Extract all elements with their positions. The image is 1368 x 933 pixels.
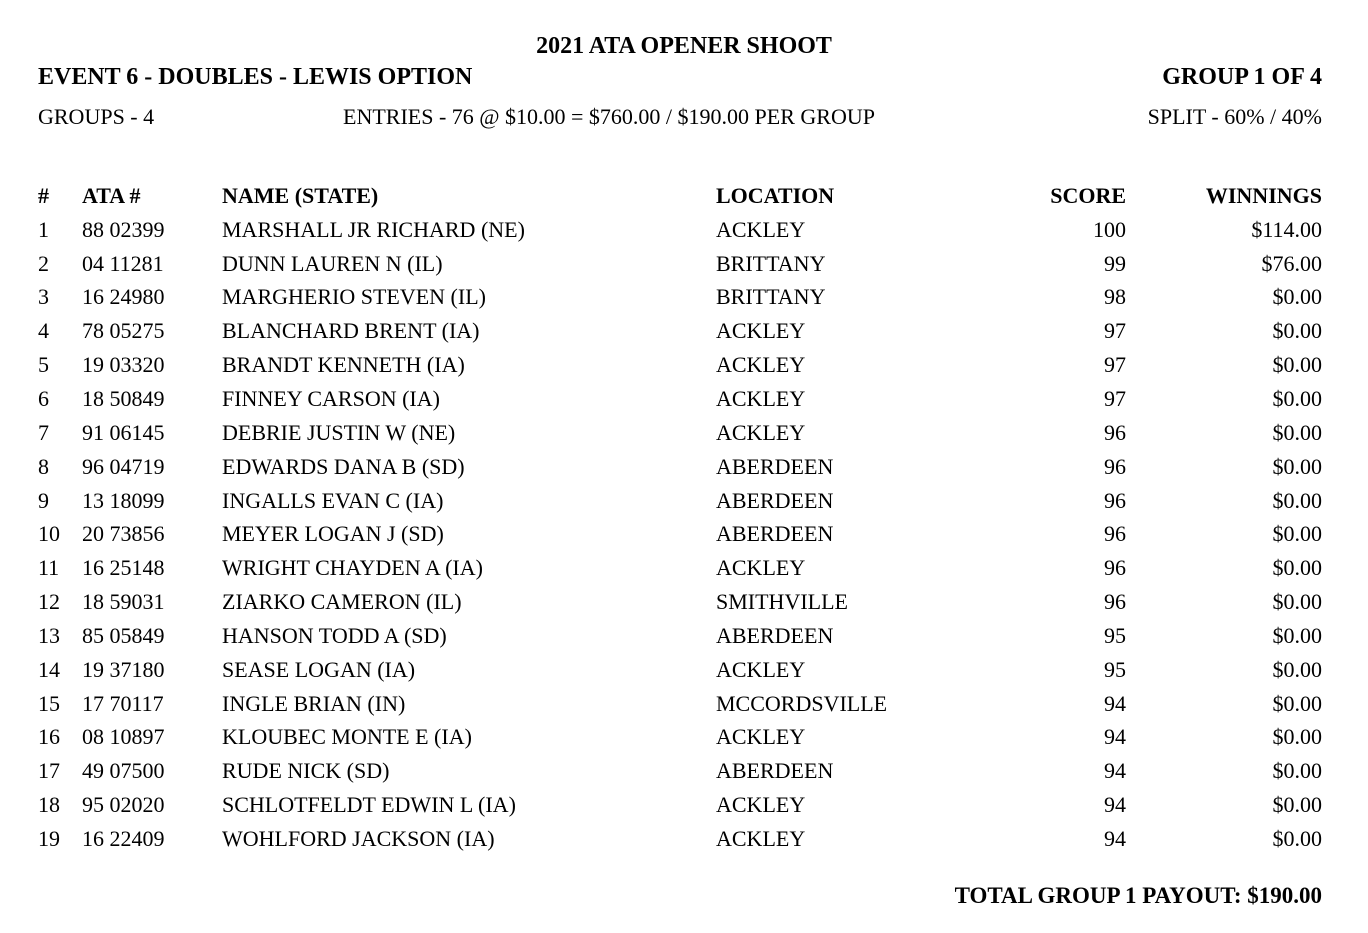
- total-payout: TOTAL GROUP 1 PAYOUT: $190.00: [954, 883, 1322, 908]
- row-number: 5: [38, 352, 49, 378]
- shooter-score: 96: [1104, 555, 1126, 581]
- shooter-winnings: $0.00: [1272, 487, 1322, 513]
- shooter-score: 94: [1104, 792, 1126, 818]
- shooter-score: 96: [1104, 419, 1126, 445]
- split-percentages: SPLIT - 60% / 40%: [1147, 104, 1322, 129]
- shooter-score: 94: [1104, 690, 1126, 716]
- ata-number: 49 07500: [82, 758, 165, 784]
- shooter-location: ACKLEY: [716, 555, 806, 581]
- table-row: [38, 788, 1322, 822]
- row-number: 18: [38, 792, 60, 818]
- row-number: 13: [38, 622, 60, 648]
- shooter-name: KLOUBEC MONTE E (IA): [222, 724, 472, 750]
- shooter-name: BRANDT KENNETH (IA): [222, 352, 465, 378]
- table-row: [38, 484, 1322, 518]
- row-number: 16: [38, 724, 60, 750]
- event-header-line: [38, 65, 1322, 90]
- shooter-score: 95: [1104, 622, 1126, 648]
- shooter-score: 97: [1104, 352, 1126, 378]
- entries-summary: ENTRIES - 76 @ $10.00 = $760.00 / $190.00 PER GROUP: [343, 104, 875, 129]
- shooter-winnings: $0.00: [1272, 825, 1322, 851]
- shooter-score: 100: [1093, 216, 1126, 242]
- shooter-location: ACKLEY: [716, 419, 806, 445]
- shooter-winnings: $0.00: [1272, 792, 1322, 818]
- ata-number: 18 50849: [82, 385, 165, 411]
- shooter-score: 97: [1104, 318, 1126, 344]
- table-row: [38, 517, 1322, 551]
- shooter-winnings: $0.00: [1272, 656, 1322, 682]
- row-number: 14: [38, 656, 60, 682]
- shooter-score: 98: [1104, 284, 1126, 310]
- ata-number: 19 03320: [82, 352, 165, 378]
- shooter-score: 99: [1104, 250, 1126, 276]
- shooter-location: ACKLEY: [716, 216, 806, 242]
- shooter-name: EDWARDS DANA B (SD): [222, 453, 465, 479]
- shooter-name: WOHLFORD JACKSON (IA): [222, 825, 495, 851]
- shooter-name: INGLE BRIAN (IN): [222, 690, 406, 716]
- shooter-location: SMITHVILLE: [716, 589, 848, 615]
- ata-number: 20 73856: [82, 521, 165, 547]
- shooter-name: HANSON TODD A (SD): [222, 622, 447, 648]
- table-header-row: [38, 179, 1322, 213]
- shooter-score: 97: [1104, 385, 1126, 411]
- shooter-location: ACKLEY: [716, 385, 806, 411]
- shooter-winnings: $0.00: [1272, 419, 1322, 445]
- shooter-location: MCCORDSVILLE: [716, 690, 888, 716]
- table-row: [38, 619, 1322, 653]
- table-row: [38, 585, 1322, 619]
- ata-number: 16 24980: [82, 284, 165, 310]
- shooter-name: MARSHALL JR RICHARD (NE): [222, 216, 525, 242]
- col-header-ata: ATA #: [82, 182, 141, 208]
- shooter-name: SCHLOTFELDT EDWIN L (IA): [222, 792, 516, 818]
- ata-number: 08 10897: [82, 724, 165, 750]
- table-row: [38, 314, 1322, 348]
- shooter-score: 94: [1104, 724, 1126, 750]
- table-row: [38, 213, 1322, 247]
- shooter-location: ABERDEEN: [716, 487, 834, 513]
- ata-number: 85 05849: [82, 622, 165, 648]
- ata-number: 96 04719: [82, 453, 165, 479]
- ata-number: 17 70117: [82, 690, 164, 716]
- ata-number: 95 02020: [82, 792, 165, 818]
- entries-header-line: [38, 105, 1322, 129]
- shooter-location: BRITTANY: [716, 250, 826, 276]
- shooter-score: 94: [1104, 825, 1126, 851]
- table-body: [38, 213, 1322, 856]
- shooter-winnings: $0.00: [1272, 521, 1322, 547]
- row-number: 9: [38, 487, 49, 513]
- ata-number: 16 22409: [82, 825, 165, 851]
- table-row: [38, 416, 1322, 450]
- row-number: 17: [38, 758, 60, 784]
- row-number: 15: [38, 690, 60, 716]
- row-number: 8: [38, 453, 49, 479]
- shooter-score: 96: [1104, 521, 1126, 547]
- shooter-location: ABERDEEN: [716, 622, 834, 648]
- col-header-location: LOCATION: [716, 182, 835, 208]
- table-row: [38, 687, 1322, 721]
- shooter-winnings: $0.00: [1272, 622, 1322, 648]
- table-row: [38, 754, 1322, 788]
- ata-number: 13 18099: [82, 487, 165, 513]
- shooter-winnings: $114.00: [1251, 216, 1322, 242]
- table-row: [38, 247, 1322, 281]
- shooter-name: FINNEY CARSON (IA): [222, 385, 440, 411]
- row-number: 11: [38, 555, 60, 581]
- results-table: [38, 179, 1322, 856]
- shooter-name: DEBRIE JUSTIN W (NE): [222, 419, 456, 445]
- row-number: 12: [38, 589, 60, 615]
- row-number: 2: [38, 250, 49, 276]
- shooter-winnings: $0.00: [1272, 385, 1322, 411]
- shooter-winnings: $0.00: [1272, 453, 1322, 479]
- ata-number: 16 25148: [82, 555, 165, 581]
- row-number: 3: [38, 284, 49, 310]
- table-row: [38, 281, 1322, 315]
- shooter-name: RUDE NICK (SD): [222, 758, 390, 784]
- table-row: [38, 551, 1322, 585]
- shooter-location: ABERDEEN: [716, 521, 834, 547]
- table-row: [38, 653, 1322, 687]
- table-row: [38, 822, 1322, 856]
- shooter-score: 96: [1104, 453, 1126, 479]
- shooter-winnings: $0.00: [1272, 589, 1322, 615]
- shooter-score: 94: [1104, 758, 1126, 784]
- shooter-name: MARGHERIO STEVEN (IL): [222, 284, 486, 310]
- ata-number: 91 06145: [82, 419, 165, 445]
- row-number: 1: [38, 216, 49, 242]
- shooter-score: 95: [1104, 656, 1126, 682]
- shooter-location: ACKLEY: [716, 656, 806, 682]
- event-title: EVENT 6 - DOUBLES - LEWIS OPTION: [38, 64, 473, 90]
- table-row: [38, 721, 1322, 755]
- shooter-name: INGALLS EVAN C (IA): [222, 487, 444, 513]
- shooter-winnings: $76.00: [1261, 250, 1322, 276]
- row-number: 10: [38, 521, 60, 547]
- shooter-name: BLANCHARD BRENT (IA): [222, 318, 480, 344]
- shooter-location: ABERDEEN: [716, 453, 834, 479]
- shooter-location: ACKLEY: [716, 825, 806, 851]
- shooter-winnings: $0.00: [1272, 724, 1322, 750]
- table-row: [38, 382, 1322, 416]
- ata-number: 88 02399: [82, 216, 165, 242]
- shooter-score: 96: [1104, 487, 1126, 513]
- shooter-score: 96: [1104, 589, 1126, 615]
- group-indicator: GROUP 1 OF 4: [1162, 64, 1322, 90]
- shooter-name: SEASE LOGAN (IA): [222, 656, 416, 682]
- row-number: 7: [38, 419, 49, 445]
- shooter-winnings: $0.00: [1272, 690, 1322, 716]
- row-number: 19: [38, 825, 60, 851]
- ata-number: 78 05275: [82, 318, 165, 344]
- col-header-name: NAME (STATE): [222, 182, 379, 208]
- col-header-score: SCORE: [1050, 182, 1126, 208]
- shooter-winnings: $0.00: [1272, 352, 1322, 378]
- shooter-name: DUNN LAUREN N (IL): [222, 250, 443, 276]
- shooter-winnings: $0.00: [1272, 555, 1322, 581]
- shooter-location: ACKLEY: [716, 724, 806, 750]
- groups-count: GROUPS - 4: [38, 104, 155, 129]
- shooter-winnings: $0.00: [1272, 758, 1322, 784]
- table-row: [38, 450, 1322, 484]
- table-row: [38, 348, 1322, 382]
- shooter-location: ACKLEY: [716, 352, 806, 378]
- shoot-title: 2021 ATA OPENER SHOOT: [536, 33, 832, 59]
- shooter-name: WRIGHT CHAYDEN A (IA): [222, 555, 483, 581]
- col-header-number: #: [38, 182, 49, 208]
- shooter-winnings: $0.00: [1272, 318, 1322, 344]
- shooter-location: ACKLEY: [716, 792, 806, 818]
- ata-number: 18 59031: [82, 589, 165, 615]
- shooter-location: BRITTANY: [716, 284, 826, 310]
- shooter-name: MEYER LOGAN J (SD): [222, 521, 444, 547]
- shooter-winnings: $0.00: [1272, 284, 1322, 310]
- row-number: 6: [38, 385, 49, 411]
- ata-number: 04 11281: [82, 250, 164, 276]
- shooter-location: ABERDEEN: [716, 758, 834, 784]
- ata-number: 19 37180: [82, 656, 165, 682]
- shooter-name: ZIARKO CAMERON (IL): [222, 589, 462, 615]
- row-number: 4: [38, 318, 49, 344]
- shooter-location: ACKLEY: [716, 318, 806, 344]
- col-header-winnings: WINNINGS: [1205, 182, 1322, 208]
